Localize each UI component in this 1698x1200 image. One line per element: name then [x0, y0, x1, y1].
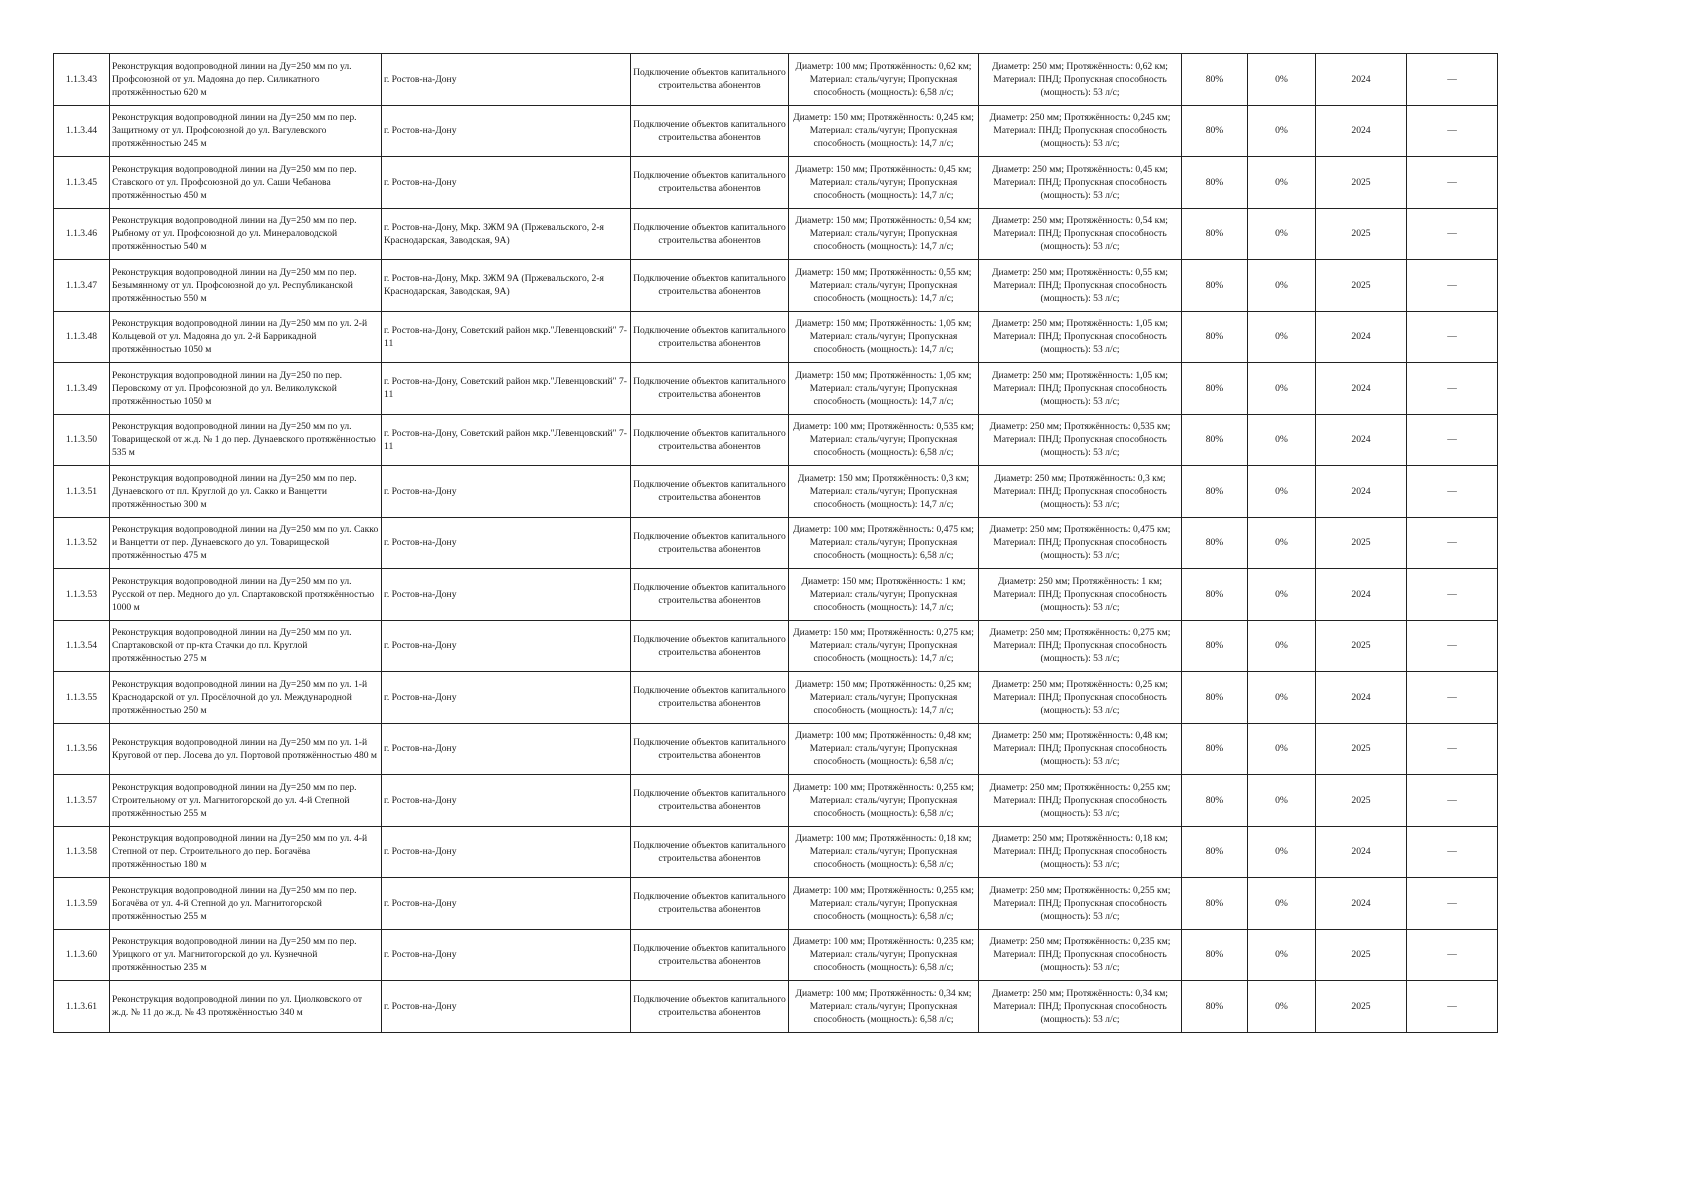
- purpose-cell: Подключение объектов капитального строительства абонентов: [631, 517, 789, 569]
- wear-after-percent-cell: 0%: [1248, 414, 1316, 466]
- project-name-cell: Реконструкция водопроводной линии на Ду=250 мм по пер. Строительному от ул. Магнитогорской до ул. 4-й Степной протяжённостью 255 м: [110, 775, 382, 827]
- planned-parameters-cell: Диаметр: 250 мм; Протяжённость: 0,48 км; Материал: ПНД; Пропускная способность (мощность): 53 л/с;: [979, 723, 1182, 775]
- purpose-cell: Подключение объектов капитального строительства абонентов: [631, 260, 789, 312]
- planned-parameters-cell: Диаметр: 250 мм; Протяжённость: 0,3 км; Материал: ПНД; Пропускная способность (мощность): 53 л/с;: [979, 466, 1182, 518]
- project-number-cell: 1.1.3.52: [54, 517, 110, 569]
- wear-after-percent-cell: 0%: [1248, 723, 1316, 775]
- note-cell: —: [1407, 569, 1498, 621]
- project-name-cell: Реконструкция водопроводной линии на Ду=250 мм по ул. 1-й Круговой от пер. Лосева до ул. Портовой протяжённостью 480 м: [110, 723, 382, 775]
- wear-percent-cell: 80%: [1182, 878, 1248, 930]
- current-parameters-cell: Диаметр: 150 мм; Протяжённость: 0,45 км; Материал: сталь/чугун; Пропускная способность (мощность): 14,7 л/с;: [789, 157, 979, 209]
- wear-percent-cell: 80%: [1182, 620, 1248, 672]
- table-row: [54, 620, 1498, 672]
- wear-after-percent-cell: 0%: [1248, 208, 1316, 260]
- purpose-cell: Подключение объектов капитального строительства абонентов: [631, 311, 789, 363]
- project-number-cell: 1.1.3.46: [54, 208, 110, 260]
- location-cell: г. Ростов-на-Дону, Советский район мкр."Левенцовский" 7-11: [382, 363, 631, 415]
- location-cell: г. Ростов-на-Дону: [382, 929, 631, 981]
- current-parameters-cell: Диаметр: 100 мм; Протяжённость: 0,34 км; Материал: сталь/чугун; Пропускная способность (мощность): 6,58 л/с;: [789, 981, 979, 1033]
- project-number-cell: 1.1.3.53: [54, 569, 110, 621]
- current-parameters-cell: Диаметр: 150 мм; Протяжённость: 1 км; Материал: сталь/чугун; Пропускная способность (мощность): 14,7 л/с;: [789, 569, 979, 621]
- current-parameters-cell: Диаметр: 150 мм; Протяжённость: 0,245 км; Материал: сталь/чугун; Пропускная способность (мощность): 14,7 л/с;: [789, 105, 979, 157]
- project-number-cell: 1.1.3.50: [54, 414, 110, 466]
- completion-year-cell: 2024: [1316, 311, 1407, 363]
- table-row: [54, 517, 1498, 569]
- purpose-cell: Подключение объектов капитального строительства абонентов: [631, 723, 789, 775]
- location-cell: г. Ростов-на-Дону: [382, 723, 631, 775]
- planned-parameters-cell: Диаметр: 250 мм; Протяжённость: 0,55 км; Материал: ПНД; Пропускная способность (мощность): 53 л/с;: [979, 260, 1182, 312]
- completion-year-cell: 2024: [1316, 363, 1407, 415]
- completion-year-cell: 2024: [1316, 466, 1407, 518]
- current-parameters-cell: Диаметр: 100 мм; Протяжённость: 0,475 км; Материал: сталь/чугун; Пропускная способность (мощность): 6,58 л/с;: [789, 517, 979, 569]
- note-cell: —: [1407, 260, 1498, 312]
- project-name-cell: Реконструкция водопроводной линии на Ду=250 мм по ул. Сакко и Ванцетти от пер. Дунаевского до ул. Товарищеской протяжённостью 475 м: [110, 517, 382, 569]
- wear-after-percent-cell: 0%: [1248, 775, 1316, 827]
- table-row: [54, 466, 1498, 518]
- planned-parameters-cell: Диаметр: 250 мм; Протяжённость: 0,475 км; Материал: ПНД; Пропускная способность (мощность): 53 л/с;: [979, 517, 1182, 569]
- table-row: [54, 208, 1498, 260]
- table-row: [54, 981, 1498, 1033]
- note-cell: —: [1407, 54, 1498, 106]
- project-name-cell: Реконструкция водопроводной линии на Ду=250 мм по пер. Ставского от ул. Профсоюзной до ул. Саши Чебанова протяжённостью 450 м: [110, 157, 382, 209]
- project-name-cell: Реконструкция водопроводной линии на Ду=250 мм по ул. Профсоюзной от ул. Мадояна до пер. Силикатного протяжённостью 620 м: [110, 54, 382, 106]
- location-cell: г. Ростов-на-Дону: [382, 517, 631, 569]
- project-number-cell: 1.1.3.48: [54, 311, 110, 363]
- location-cell: г. Ростов-на-Дону: [382, 569, 631, 621]
- location-cell: г. Ростов-на-Дону: [382, 157, 631, 209]
- wear-percent-cell: 80%: [1182, 569, 1248, 621]
- planned-parameters-cell: Диаметр: 250 мм; Протяжённость: 0,62 км; Материал: ПНД; Пропускная способность (мощность): 53 л/с;: [979, 54, 1182, 106]
- wear-after-percent-cell: 0%: [1248, 672, 1316, 724]
- completion-year-cell: 2025: [1316, 208, 1407, 260]
- current-parameters-cell: Диаметр: 150 мм; Протяжённость: 0,25 км; Материал: сталь/чугун; Пропускная способность (мощность): 14,7 л/с;: [789, 672, 979, 724]
- wear-percent-cell: 80%: [1182, 775, 1248, 827]
- table-body: [54, 54, 1498, 1033]
- planned-parameters-cell: Диаметр: 250 мм; Протяжённость: 0,535 км; Материал: ПНД; Пропускная способность (мощность): 53 л/с;: [979, 414, 1182, 466]
- project-number-cell: 1.1.3.59: [54, 878, 110, 930]
- table-row: [54, 54, 1498, 106]
- note-cell: —: [1407, 466, 1498, 518]
- location-cell: г. Ростов-на-Дону: [382, 105, 631, 157]
- table-row: [54, 363, 1498, 415]
- note-cell: —: [1407, 929, 1498, 981]
- location-cell: г. Ростов-на-Дону: [382, 620, 631, 672]
- location-cell: г. Ростов-на-Дону: [382, 878, 631, 930]
- wear-after-percent-cell: 0%: [1248, 260, 1316, 312]
- table-row: [54, 775, 1498, 827]
- project-number-cell: 1.1.3.51: [54, 466, 110, 518]
- table-row: [54, 414, 1498, 466]
- wear-after-percent-cell: 0%: [1248, 981, 1316, 1033]
- completion-year-cell: 2024: [1316, 826, 1407, 878]
- wear-after-percent-cell: 0%: [1248, 826, 1316, 878]
- completion-year-cell: 2025: [1316, 775, 1407, 827]
- location-cell: г. Ростов-на-Дону: [382, 981, 631, 1033]
- project-name-cell: Реконструкция водопроводной линии на Ду=250 мм по пер. Защитному от ул. Профсоюзной до ул. Вагулевского протяжённостью 245 м: [110, 105, 382, 157]
- project-number-cell: 1.1.3.57: [54, 775, 110, 827]
- purpose-cell: Подключение объектов капитального строительства абонентов: [631, 54, 789, 106]
- wear-percent-cell: 80%: [1182, 208, 1248, 260]
- note-cell: —: [1407, 723, 1498, 775]
- location-cell: г. Ростов-на-Дону: [382, 54, 631, 106]
- completion-year-cell: 2025: [1316, 157, 1407, 209]
- planned-parameters-cell: Диаметр: 250 мм; Протяжённость: 0,34 км; Материал: ПНД; Пропускная способность (мощность): 53 л/с;: [979, 981, 1182, 1033]
- current-parameters-cell: Диаметр: 100 мм; Протяжённость: 0,48 км; Материал: сталь/чугун; Пропускная способность (мощность): 6,58 л/с;: [789, 723, 979, 775]
- project-number-cell: 1.1.3.47: [54, 260, 110, 312]
- note-cell: —: [1407, 775, 1498, 827]
- wear-percent-cell: 80%: [1182, 414, 1248, 466]
- purpose-cell: Подключение объектов капитального строительства абонентов: [631, 878, 789, 930]
- location-cell: г. Ростов-на-Дону: [382, 672, 631, 724]
- project-name-cell: Реконструкция водопроводной линии на Ду=250 мм по ул. 4-й Степной от пер. Строительного до пер. Богачёва протяжённостью 180 м: [110, 826, 382, 878]
- purpose-cell: Подключение объектов капитального строительства абонентов: [631, 929, 789, 981]
- purpose-cell: Подключение объектов капитального строительства абонентов: [631, 672, 789, 724]
- table-row: [54, 929, 1498, 981]
- project-name-cell: Реконструкция водопроводной линии на Ду=250 мм по пер. Безымянному от ул. Профсоюзной до ул. Республиканской протяжённостью 550 м: [110, 260, 382, 312]
- project-name-cell: Реконструкция водопроводной линии на Ду=250 мм по ул. Русской от пер. Медного до ул. Спартаковской протяжённостью 1000 м: [110, 569, 382, 621]
- wear-percent-cell: 80%: [1182, 363, 1248, 415]
- note-cell: —: [1407, 414, 1498, 466]
- completion-year-cell: 2025: [1316, 723, 1407, 775]
- current-parameters-cell: Диаметр: 100 мм; Протяжённость: 0,535 км; Материал: сталь/чугун; Пропускная способность (мощность): 6,58 л/с;: [789, 414, 979, 466]
- wear-percent-cell: 80%: [1182, 517, 1248, 569]
- planned-parameters-cell: Диаметр: 250 мм; Протяжённость: 0,235 км; Материал: ПНД; Пропускная способность (мощность): 53 л/с;: [979, 929, 1182, 981]
- wear-percent-cell: 80%: [1182, 981, 1248, 1033]
- purpose-cell: Подключение объектов капитального строительства абонентов: [631, 775, 789, 827]
- project-name-cell: Реконструкция водопроводной линии на Ду=250 мм по пер. Рыбному от ул. Профсоюзной до ул. Минераловодской протяжённостью 540 м: [110, 208, 382, 260]
- purpose-cell: Подключение объектов капитального строительства абонентов: [631, 981, 789, 1033]
- completion-year-cell: 2025: [1316, 517, 1407, 569]
- completion-year-cell: 2025: [1316, 981, 1407, 1033]
- completion-year-cell: 2024: [1316, 878, 1407, 930]
- project-name-cell: Реконструкция водопроводной линии на Ду=250 мм по пер. Дунаевского от пл. Круглой до ул. Сакко и Ванцетти протяжённостью 300 м: [110, 466, 382, 518]
- table-row: [54, 157, 1498, 209]
- wear-after-percent-cell: 0%: [1248, 569, 1316, 621]
- current-parameters-cell: Диаметр: 150 мм; Протяжённость: 0,54 км; Материал: сталь/чугун; Пропускная способность (мощность): 14,7 л/с;: [789, 208, 979, 260]
- purpose-cell: Подключение объектов капитального строительства абонентов: [631, 363, 789, 415]
- current-parameters-cell: Диаметр: 100 мм; Протяжённость: 0,255 км; Материал: сталь/чугун; Пропускная способность (мощность): 6,58 л/с;: [789, 878, 979, 930]
- project-number-cell: 1.1.3.60: [54, 929, 110, 981]
- planned-parameters-cell: Диаметр: 250 мм; Протяжённость: 0,255 км; Материал: ПНД; Пропускная способность (мощность): 53 л/с;: [979, 775, 1182, 827]
- table-row: [54, 260, 1498, 312]
- location-cell: г. Ростов-на-Дону: [382, 466, 631, 518]
- current-parameters-cell: Диаметр: 100 мм; Протяжённость: 0,18 км; Материал: сталь/чугун; Пропускная способность (мощность): 6,58 л/с;: [789, 826, 979, 878]
- location-cell: г. Ростов-на-Дону, Советский район мкр."Левенцовский" 7-11: [382, 414, 631, 466]
- project-name-cell: Реконструкция водопроводной линии на Ду=250 мм по ул. 1-й Краснодарской от ул. Просёлочной до ул. Международной протяжённостью 250 м: [110, 672, 382, 724]
- current-parameters-cell: Диаметр: 150 мм; Протяжённость: 0,55 км; Материал: сталь/чугун; Пропускная способность (мощность): 14,7 л/с;: [789, 260, 979, 312]
- wear-after-percent-cell: 0%: [1248, 878, 1316, 930]
- location-cell: г. Ростов-на-Дону, Советский район мкр."Левенцовский" 7-11: [382, 311, 631, 363]
- planned-parameters-cell: Диаметр: 250 мм; Протяжённость: 1,05 км; Материал: ПНД; Пропускная способность (мощность): 53 л/с;: [979, 363, 1182, 415]
- note-cell: —: [1407, 105, 1498, 157]
- location-cell: г. Ростов-на-Дону, Мкр. ЗЖМ 9А (Пржевальского, 2-я Краснодарская, Заводская, 9А): [382, 260, 631, 312]
- project-name-cell: Реконструкция водопроводной линии по ул. Циолковского от ж.д. № 11 до ж.д. № 43 протяжённостью 340 м: [110, 981, 382, 1033]
- project-number-cell: 1.1.3.44: [54, 105, 110, 157]
- project-name-cell: Реконструкция водопроводной линии на Ду=250 по пер. Перовскому от ул. Профсоюзной до ул. Великолукской протяжённостью 1050 м: [110, 363, 382, 415]
- wear-percent-cell: 80%: [1182, 54, 1248, 106]
- current-parameters-cell: Диаметр: 150 мм; Протяжённость: 0,3 км; Материал: сталь/чугун; Пропускная способность (мощность): 14,7 л/с;: [789, 466, 979, 518]
- table-row: [54, 569, 1498, 621]
- wear-percent-cell: 80%: [1182, 672, 1248, 724]
- wear-after-percent-cell: 0%: [1248, 54, 1316, 106]
- purpose-cell: Подключение объектов капитального строительства абонентов: [631, 569, 789, 621]
- project-number-cell: 1.1.3.61: [54, 981, 110, 1033]
- planned-parameters-cell: Диаметр: 250 мм; Протяжённость: 0,18 км; Материал: ПНД; Пропускная способность (мощность): 53 л/с;: [979, 826, 1182, 878]
- completion-year-cell: 2024: [1316, 672, 1407, 724]
- completion-year-cell: 2025: [1316, 260, 1407, 312]
- note-cell: —: [1407, 157, 1498, 209]
- current-parameters-cell: Диаметр: 100 мм; Протяжённость: 0,255 км; Материал: сталь/чугун; Пропускная способность (мощность): 6,58 л/с;: [789, 775, 979, 827]
- planned-parameters-cell: Диаметр: 250 мм; Протяжённость: 0,245 км; Материал: ПНД; Пропускная способность (мощность): 53 л/с;: [979, 105, 1182, 157]
- purpose-cell: Подключение объектов капитального строительства абонентов: [631, 157, 789, 209]
- project-number-cell: 1.1.3.54: [54, 620, 110, 672]
- planned-parameters-cell: Диаметр: 250 мм; Протяжённость: 1 км; Материал: ПНД; Пропускная способность (мощность): 53 л/с;: [979, 569, 1182, 621]
- completion-year-cell: 2024: [1316, 569, 1407, 621]
- wear-percent-cell: 80%: [1182, 311, 1248, 363]
- table-row: [54, 878, 1498, 930]
- wear-percent-cell: 80%: [1182, 260, 1248, 312]
- wear-after-percent-cell: 0%: [1248, 157, 1316, 209]
- table-row: [54, 672, 1498, 724]
- project-number-cell: 1.1.3.43: [54, 54, 110, 106]
- note-cell: —: [1407, 208, 1498, 260]
- wear-percent-cell: 80%: [1182, 826, 1248, 878]
- wear-percent-cell: 80%: [1182, 157, 1248, 209]
- completion-year-cell: 2025: [1316, 929, 1407, 981]
- purpose-cell: Подключение объектов капитального строительства абонентов: [631, 466, 789, 518]
- completion-year-cell: 2025: [1316, 620, 1407, 672]
- project-number-cell: 1.1.3.58: [54, 826, 110, 878]
- planned-parameters-cell: Диаметр: 250 мм; Протяжённость: 1,05 км; Материал: ПНД; Пропускная способность (мощность): 53 л/с;: [979, 311, 1182, 363]
- table-row: [54, 311, 1498, 363]
- wear-percent-cell: 80%: [1182, 466, 1248, 518]
- wear-after-percent-cell: 0%: [1248, 929, 1316, 981]
- project-name-cell: Реконструкция водопроводной линии на Ду=250 мм по ул. Товарищеской от ж.д. № 1 до пер. Дунаевского протяжённостью 535 м: [110, 414, 382, 466]
- wear-percent-cell: 80%: [1182, 105, 1248, 157]
- wear-percent-cell: 80%: [1182, 723, 1248, 775]
- purpose-cell: Подключение объектов капитального строительства абонентов: [631, 208, 789, 260]
- purpose-cell: Подключение объектов капитального строительства абонентов: [631, 105, 789, 157]
- planned-parameters-cell: Диаметр: 250 мм; Протяжённость: 0,25 км; Материал: ПНД; Пропускная способность (мощность): 53 л/с;: [979, 672, 1182, 724]
- note-cell: —: [1407, 981, 1498, 1033]
- wear-after-percent-cell: 0%: [1248, 517, 1316, 569]
- project-number-cell: 1.1.3.45: [54, 157, 110, 209]
- note-cell: —: [1407, 672, 1498, 724]
- completion-year-cell: 2024: [1316, 414, 1407, 466]
- project-name-cell: Реконструкция водопроводной линии на Ду=250 мм по ул. 2-й Кольцевой от ул. Мадояна до ул. 2-й Баррикадной протяжённостью 1050 м: [110, 311, 382, 363]
- note-cell: —: [1407, 363, 1498, 415]
- completion-year-cell: 2024: [1316, 105, 1407, 157]
- planned-parameters-cell: Диаметр: 250 мм; Протяжённость: 0,255 км; Материал: ПНД; Пропускная способность (мощность): 53 л/с;: [979, 878, 1182, 930]
- table-row: [54, 723, 1498, 775]
- planned-parameters-cell: Диаметр: 250 мм; Протяжённость: 0,54 км; Материал: ПНД; Пропускная способность (мощность): 53 л/с;: [979, 208, 1182, 260]
- location-cell: г. Ростов-на-Дону, Мкр. ЗЖМ 9А (Пржевальского, 2-я Краснодарская, Заводская, 9А): [382, 208, 631, 260]
- table-row: [54, 826, 1498, 878]
- project-name-cell: Реконструкция водопроводной линии на Ду=250 мм по пер. Богачёва от ул. 4-й Степной до ул. Магнитогорской протяжённостью 255 м: [110, 878, 382, 930]
- project-number-cell: 1.1.3.56: [54, 723, 110, 775]
- wear-after-percent-cell: 0%: [1248, 363, 1316, 415]
- purpose-cell: Подключение объектов капитального строительства абонентов: [631, 826, 789, 878]
- note-cell: —: [1407, 826, 1498, 878]
- note-cell: —: [1407, 517, 1498, 569]
- project-number-cell: 1.1.3.49: [54, 363, 110, 415]
- project-number-cell: 1.1.3.55: [54, 672, 110, 724]
- wear-after-percent-cell: 0%: [1248, 105, 1316, 157]
- planned-parameters-cell: Диаметр: 250 мм; Протяжённость: 0,275 км; Материал: ПНД; Пропускная способность (мощность): 53 л/с;: [979, 620, 1182, 672]
- completion-year-cell: 2024: [1316, 54, 1407, 106]
- wear-percent-cell: 80%: [1182, 929, 1248, 981]
- wear-after-percent-cell: 0%: [1248, 311, 1316, 363]
- wear-after-percent-cell: 0%: [1248, 466, 1316, 518]
- current-parameters-cell: Диаметр: 150 мм; Протяжённость: 1,05 км; Материал: сталь/чугун; Пропускная способность (мощность): 14,7 л/с;: [789, 363, 979, 415]
- purpose-cell: Подключение объектов капитального строительства абонентов: [631, 414, 789, 466]
- purpose-cell: Подключение объектов капитального строительства абонентов: [631, 620, 789, 672]
- current-parameters-cell: Диаметр: 150 мм; Протяжённость: 0,275 км; Материал: сталь/чугун; Пропускная способность (мощность): 14,7 л/с;: [789, 620, 979, 672]
- note-cell: —: [1407, 311, 1498, 363]
- table-row: [54, 105, 1498, 157]
- note-cell: —: [1407, 878, 1498, 930]
- project-name-cell: Реконструкция водопроводной линии на Ду=250 мм по ул. Спартаковской от пр-кта Стачки до пл. Круглой протяжённостью 275 м: [110, 620, 382, 672]
- current-parameters-cell: Диаметр: 100 мм; Протяжённость: 0,62 км; Материал: сталь/чугун; Пропускная способность (мощность): 6,58 л/с;: [789, 54, 979, 106]
- project-name-cell: Реконструкция водопроводной линии на Ду=250 мм по пер. Урицкого от ул. Магнитогорской до ул. Кузнечной протяжённостью 235 м: [110, 929, 382, 981]
- note-cell: —: [1407, 620, 1498, 672]
- planned-parameters-cell: Диаметр: 250 мм; Протяжённость: 0,45 км; Материал: ПНД; Пропускная способность (мощность): 53 л/с;: [979, 157, 1182, 209]
- wear-after-percent-cell: 0%: [1248, 620, 1316, 672]
- investment-program-table: [53, 53, 1498, 1033]
- location-cell: г. Ростов-на-Дону: [382, 826, 631, 878]
- current-parameters-cell: Диаметр: 150 мм; Протяжённость: 1,05 км; Материал: сталь/чугун; Пропускная способность (мощность): 14,7 л/с;: [789, 311, 979, 363]
- current-parameters-cell: Диаметр: 100 мм; Протяжённость: 0,235 км; Материал: сталь/чугун; Пропускная способность (мощность): 6,58 л/с;: [789, 929, 979, 981]
- location-cell: г. Ростов-на-Дону: [382, 775, 631, 827]
